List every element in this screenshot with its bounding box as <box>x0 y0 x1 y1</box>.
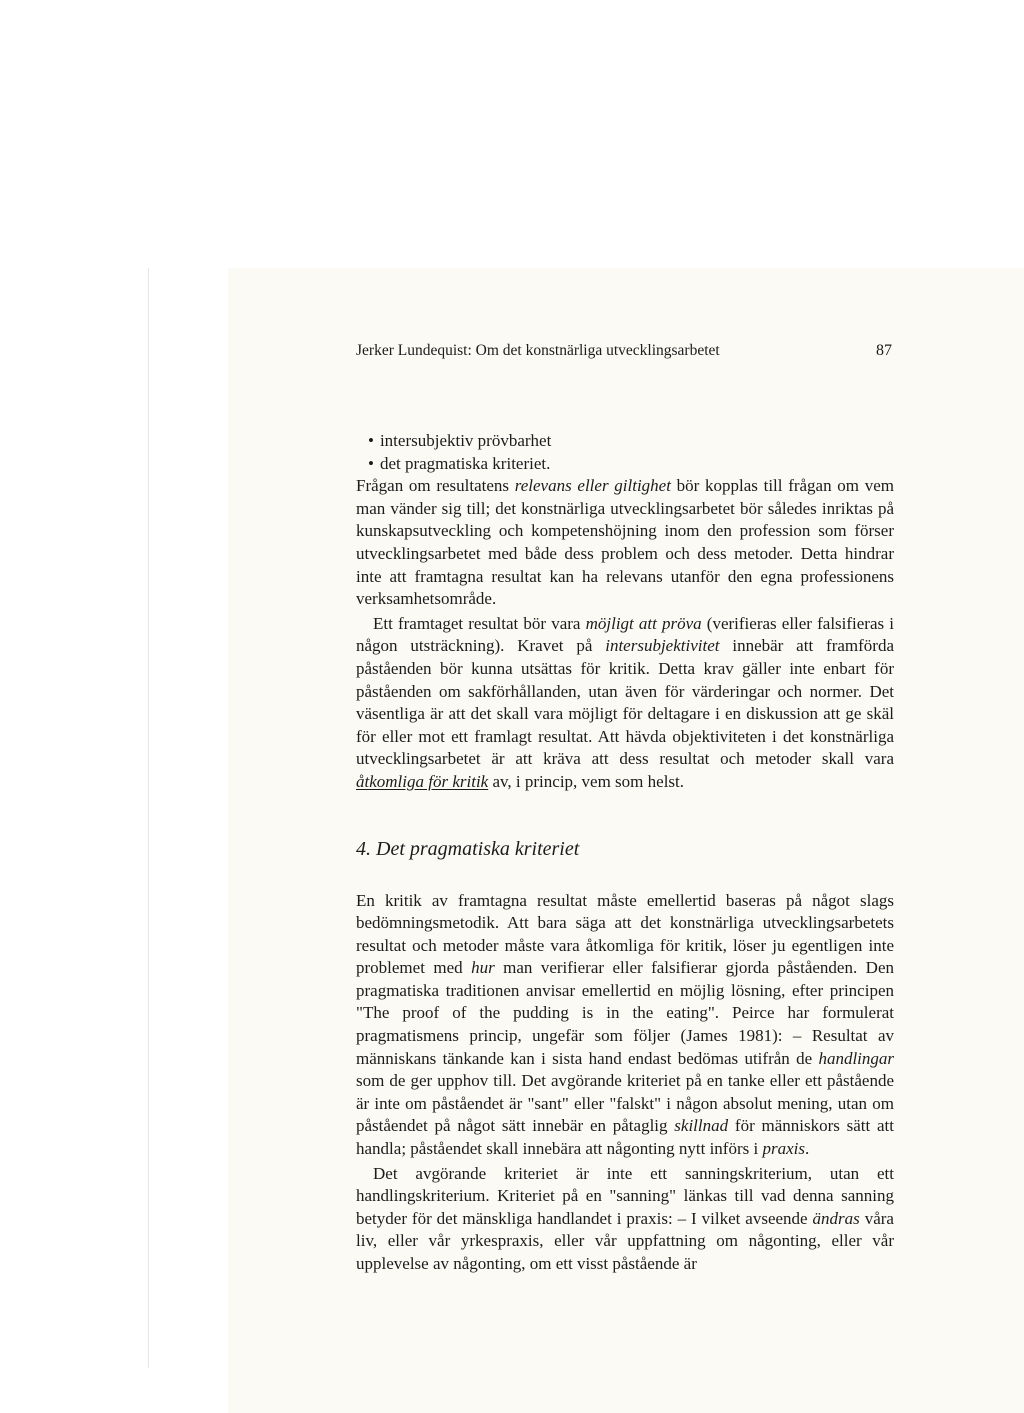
page-number: 87 <box>876 342 892 359</box>
text-span: våra liv, eller vår yrkespraxis, eller vår uppfattning om någonting, eller vår upplevelse av någonting, om ett visst påstående är <box>356 1208 894 1273</box>
emphasis-text: relevans eller giltighet <box>514 476 671 496</box>
emphasis-text: ändras <box>812 1208 860 1228</box>
text-span: innebär att framförda påståenden bör kunna utsättas för kritik. Detta krav gäller inte enbart för påståenden om sakförhållanden, utan även för värderingar och normer. Det väsentliga är att det skall vara möjligt för deltagare i en diskussion att ge skäl för eller mot ett framlagt resultat. Att hävda objektiviteten i det konstnärliga utvecklingsarbetet är att kräva att dess resultat och metoder skall vara <box>356 636 894 769</box>
paragraph-relevance <box>356 475 894 611</box>
emphasis-text: åtkomliga för kritik <box>356 771 489 791</box>
running-head-title: Jerker Lundequist: Om det konstnärliga utvecklingsarbetet <box>356 342 720 359</box>
text-span: man verifierar eller falsifierar gjorda påståenden. Den pragmatiska traditionen anvisar emellertid en möjlig lösning, efter principen "The proof of the pudding is in the eating". Peirce har formulerat pragmatismens princip, ungefär som följer (James 1981): – Resultat av människans tänkande kan i sista hand endast bedömas utifrån de <box>356 958 894 1068</box>
text-span: bör kopplas till frågan om vem man vänder sig till; det konstnärliga utvecklingsarbetet bör således inriktas på kunskapsutveckling och kompetenshöjning inom den profession som förser utvecklingsarbetet med både dess problem och dess metoder. Detta hindrar inte att framtagna resultat kan ha relevans utanför den egna professionens verksamhetsområde. <box>356 476 894 609</box>
text-span: Ett framtaget resultat bör vara <box>373 613 586 633</box>
paragraph-testability <box>356 613 894 794</box>
text-span: En kritik av framtagna resultat måste emellertid baseras på något slags bedömningsmetodik. Att bara säga att det konstnärliga utvecklingsarbetets resultat och metoder måste vara åtkomliga för kritik, löser ju egentligen inte problemet med <box>356 890 894 978</box>
list-item: • intersubjektiv prövbarhet <box>356 430 894 453</box>
text-span: . <box>804 1139 810 1159</box>
text-span: (verifieras eller falsifieras i någon utsträckning). Kravet på <box>356 613 894 656</box>
criteria-list <box>356 430 894 475</box>
list-item: • det pragmatiska kriteriet. <box>356 453 894 476</box>
emphasis-text: praxis <box>762 1139 805 1159</box>
emphasis-text: hur <box>471 958 495 978</box>
text-span: Det avgörande kriteriet är inte ett sanningskriterium, utan ett handlingskriterium. Kriteriet på en "sanning" länkas till vad denna sanning betyder för det mänskliga handlandet i praxis: – I vilket avseende <box>356 1163 894 1228</box>
emphasis-text: intersubjektivitet <box>605 636 720 656</box>
emphasis-text: skillnad <box>674 1116 729 1136</box>
text-span: för människors sätt att handla; påståendet skall innebära att någonting nytt införs i <box>356 1116 894 1159</box>
body-text <box>356 430 894 1276</box>
text-span: av, i princip, vem som helst. <box>488 771 685 791</box>
text-span: Frågan om resultatens <box>356 476 515 496</box>
page-edge-line <box>148 268 149 1368</box>
paragraph-pragmatism <box>356 890 894 1161</box>
section-heading: 4. Det pragmatiska kriteriet <box>356 837 580 860</box>
emphasis-text: möjligt att pröva <box>585 613 702 633</box>
emphasis-text: handlingar <box>818 1048 894 1068</box>
paragraph-action-criterion <box>356 1163 894 1276</box>
text-span: som de ger upphov till. Det avgörande kriteriet på en tanke eller ett påstående är inte om påståendet är "sant" eller "falskt" i någon absolut mening, utan om påståendet på något sätt innebär en påtaglig <box>356 1071 894 1136</box>
